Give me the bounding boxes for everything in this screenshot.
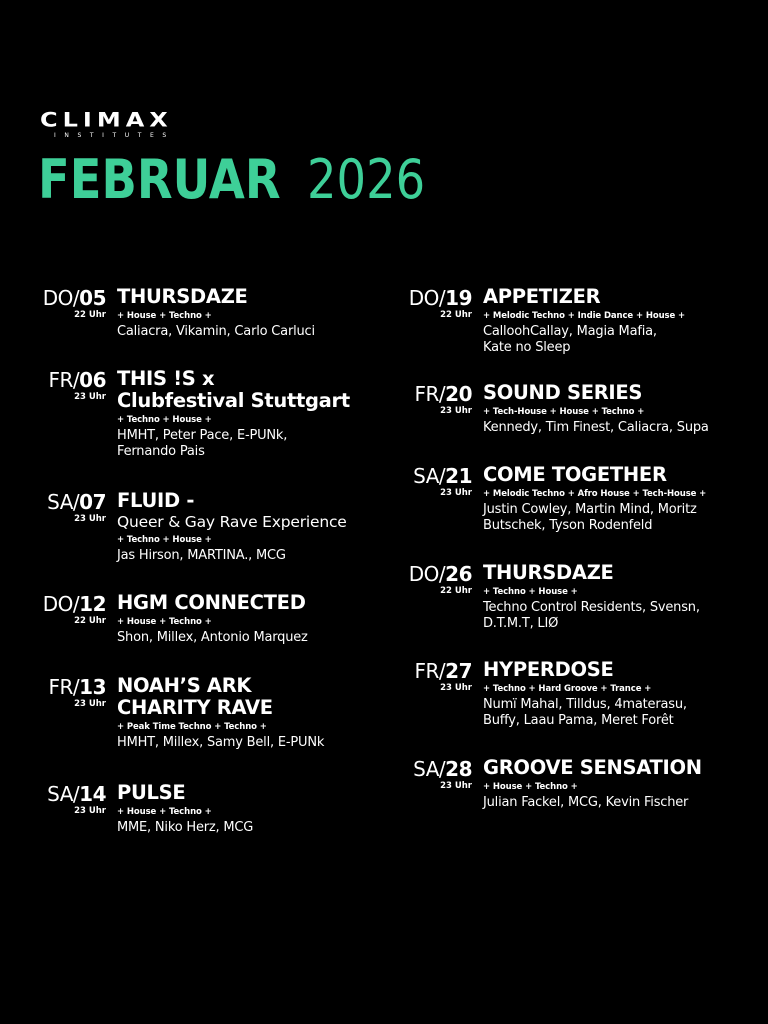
date-separator: / [438,562,446,586]
event-day: 05 [79,286,106,310]
event-lineup-line: Justin Cowley, Martin Mind, Moritz [483,502,697,517]
date-separator: / [438,382,446,406]
event-weekday: SA [47,490,73,514]
event-genres: + House + Techno + [117,807,212,817]
event-lineup [117,324,392,340]
event-subtitle: Queer & Gay Rave Experience [117,513,347,531]
event-day: 14 [79,782,106,806]
event-title: APPETIZER [483,285,601,308]
event-lineup-line: D.T.M.T, LIØ [483,615,559,631]
event-date-line [406,659,472,683]
event-date-line [406,382,472,406]
event-time: 23 Uhr [74,514,106,524]
date-separator: / [72,782,80,806]
event-info [483,659,758,728]
event-title: CHARITY RAVE [117,696,273,719]
date-separator: / [72,490,80,514]
event-weekday: SA [413,464,439,488]
title-month: FEBRUAR [38,148,281,211]
event-time: 23 Uhr [440,406,472,416]
event-lineup [483,600,758,631]
event-lineup [117,735,392,751]
event-title: SOUND SERIES [483,381,643,404]
logo-subtitle: INSTITUTES [54,132,175,139]
event-date [406,382,472,416]
date-separator: / [72,368,80,392]
event-date [40,368,106,402]
event-date-line [406,562,472,586]
event-lineup [117,548,392,564]
event-info [117,592,392,646]
event-lineup [483,502,758,533]
event-date [40,490,106,524]
event-time: 22 Uhr [440,310,472,320]
event-title: Clubfestival Stuttgart [117,389,350,412]
event-day: 06 [79,368,106,392]
event-date-line [40,675,106,699]
event-weekday: DO [408,286,439,310]
event-weekday: SA [47,782,73,806]
event-genres: + Techno + House + [117,415,212,425]
event-lineup-line: Buffy, Laau Pama, Meret Forêt [483,712,674,728]
event-genres: + House + Techno + [117,311,212,321]
event-weekday: DO [42,286,73,310]
event-info [117,286,392,340]
event-lineup-line: Julian Fackel, MCG, Kevin Fischer [483,795,689,810]
event-time: 23 Uhr [74,699,106,709]
event-info [483,562,758,631]
event-lineup-line: Shon, Millex, Antonio Marquez [117,630,308,645]
event-info [117,782,392,836]
date-separator: / [72,675,80,699]
event-date [406,562,472,596]
event-lineup-line: CallоohCallay, Magia Mafia, [483,324,657,339]
event-day: 26 [445,562,472,586]
event-info [483,464,758,533]
event-date-line [40,782,106,806]
event-title: GROOVE SENSATION [483,756,702,779]
event-weekday: FR [414,659,439,683]
event-entry [406,286,758,355]
event-lineup-line: HMHT, Millex, Samy Bell, E-PUNk [117,735,325,750]
event-lineup [483,795,758,811]
event-weekday: SA [413,757,439,781]
event-day: 07 [79,490,106,514]
event-day: 12 [79,592,106,616]
page-title [38,148,445,212]
event-time: 23 Uhr [74,392,106,402]
event-date-line [40,368,106,392]
event-date [40,782,106,816]
event-time: 23 Uhr [74,806,106,816]
event-day: 20 [445,382,472,406]
event-genres: + House + Techno + [483,782,578,792]
title-year: 2026 [307,148,426,211]
event-title: NOAH’S ARK [117,674,252,697]
event-day: 28 [445,757,472,781]
event-entry [406,382,758,436]
event-lineup [483,324,758,355]
event-genres: + House + Techno + [117,617,212,627]
event-time: 22 Uhr [74,616,106,626]
event-genres: + Melodic Techno + Indie Dance + House + [483,311,686,321]
date-separator: / [72,592,80,616]
event-entry [40,592,392,646]
event-weekday: FR [48,368,73,392]
event-title: FLUID - [117,489,195,512]
event-lineup [117,820,392,836]
event-lineup-line: Butschek, Tyson Rodenfeld [483,517,653,533]
event-title: HYPERDOSE [483,658,614,681]
event-lineup-line: Kennedy, Tim Finest, Caliacra, Supa [483,420,709,435]
event-date-line [406,286,472,310]
event-lineup-line: Techno Control Residents, Svensn, [483,600,700,615]
event-date [406,659,472,693]
event-title: THIS !S x [117,367,215,390]
event-info [117,490,392,564]
event-time: 22 Uhr [440,586,472,596]
date-separator: / [438,286,446,310]
event-date [40,592,106,626]
event-weekday: DO [42,592,73,616]
event-title: PULSE [117,781,186,804]
date-separator: / [72,286,80,310]
event-entry [406,757,758,811]
event-time: 22 Uhr [74,310,106,320]
event-day: 21 [445,464,472,488]
event-weekday: FR [48,675,73,699]
event-genres: + Techno + Hard Groove + Trance + [483,684,652,694]
date-separator: / [438,464,446,488]
event-entry [406,464,758,533]
event-date-line [40,490,106,514]
event-genres: + Melodic Techno + Afro House + Tech-House + [483,489,707,499]
event-lineup [117,428,392,459]
event-entry [406,659,758,728]
event-time: 23 Uhr [440,781,472,791]
event-date [406,757,472,791]
event-info [117,675,392,751]
event-day: 27 [445,659,472,683]
event-lineup-line: Numï Mahal, Tilldus, 4materasu, [483,697,687,712]
event-title: THURSDAZE [483,561,614,584]
event-weekday: FR [414,382,439,406]
event-date [40,286,106,320]
event-time: 23 Uhr [440,683,472,693]
event-weekday: DO [408,562,439,586]
event-info [483,382,758,436]
event-lineup-line: Fernando Pais [117,443,205,459]
date-separator: / [438,757,446,781]
event-date-line [406,464,472,488]
event-lineup [483,697,758,728]
event-genres: + Techno + House + [483,587,578,597]
event-day: 13 [79,675,106,699]
logo-wordmark: CLIMAX [40,108,173,132]
event-day: 19 [445,286,472,310]
event-title: COME TOGETHER [483,463,667,486]
event-date-line [40,286,106,310]
event-entry [40,286,392,340]
event-lineup-line: Caliacra, Vikamin, Carlo Carluci [117,324,315,339]
event-genres: + Techno + House + [117,535,212,545]
event-lineup-line: MME, Niko Herz, MCG [117,820,254,835]
event-entry [40,675,392,751]
event-time: 23 Uhr [440,488,472,498]
event-lineup-line: HMHT, Peter Pace, E-PUNk, [117,428,288,443]
event-entry [406,562,758,631]
event-date [406,464,472,498]
climax-logo [40,110,230,140]
event-lineup [483,420,758,436]
event-genres: + Tech-House + House + Techno + [483,407,645,417]
date-separator: / [438,659,446,683]
event-genres: + Peak Time Techno + Techno + [117,722,267,732]
event-date [40,675,106,709]
event-lineup [117,630,392,646]
event-date [406,286,472,320]
event-entry [40,490,392,564]
event-info [483,286,758,355]
event-entry [40,782,392,836]
event-date-line [40,592,106,616]
event-title: HGM CONNECTED [117,591,306,614]
event-date-line [406,757,472,781]
event-info [483,757,758,811]
event-lineup-line: Kate no Sleep [483,339,571,355]
event-info [117,368,392,459]
event-title: THURSDAZE [117,285,248,308]
event-entry [40,368,392,459]
event-lineup-line: Jas Hirson, MARTINA., MCG [117,548,286,563]
